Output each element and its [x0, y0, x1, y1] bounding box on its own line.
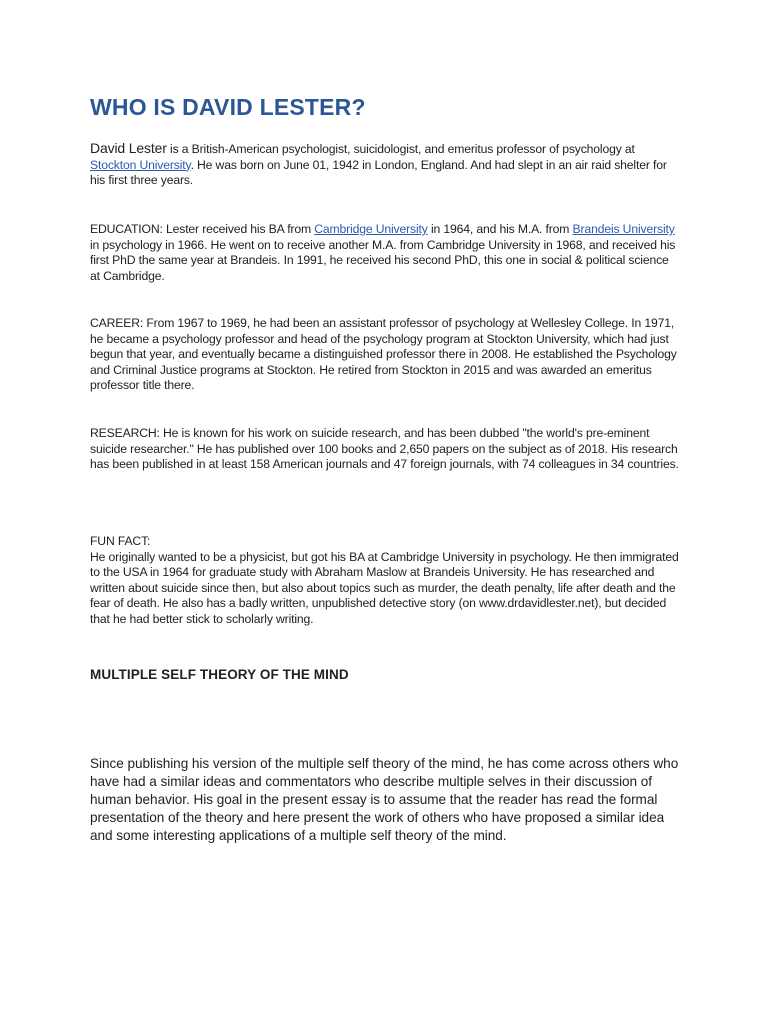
fun-fact-text: He originally wanted to be a physicist, but got his BA at Cambridge University in psychology. He then immigrated to the USA in 1964 for graduate study with Abraham Maslow at Brandeis University. He has researched and written about suicide since then, but also about topics such as murder, the death penalty, life after death and the fear of death. He also has a badly written, unpublished detective story (on www.drdavidlester.net), but decided that he had better stick to scholarly writing.: [90, 549, 679, 626]
fun-fact-label: FUN FACT:: [90, 534, 151, 548]
essay-paragraph: Since publishing his version of the multiple self theory of the mind, he has come across others who have had a similar ideas and commentators who describe multiple selves in their discussion of human behavior. His goal in the present essay is to assume that the reader has read the formal presentation of the theory and here present the work of others who have proposed a similar idea and some interesting applications of a multiple self theory of the mind.: [90, 756, 679, 844]
career-paragraph: CAREER: From 1967 to 1969, he had been an assistant professor of psychology at Wellesley College. In 1971, he became a psychology professor and head of the psychology program at Stockton University, which had just begun that year, and eventually became a distinguished professor there in 2008. He established the Psychology and Criminal Justice programs at Stockton. He retired from Stockton in 2015 and was awarded an emeritus professor title there.: [90, 316, 677, 392]
education-text-1: EDUCATION: Lester received his BA from: [90, 222, 315, 236]
page-title: WHO IS DAVID LESTER?: [90, 94, 366, 120]
education-text-3: in psychology in 1966. He went on to receive another M.A. from Cambridge University in 1968, and received his first PhD the same year at Brandeis. In 1991, he received his second PhD, this one in social & political science at Cambridge.: [90, 237, 676, 283]
fun-fact-paragraph: [90, 534, 680, 627]
education-text-2: in 1964, and his M.A. from: [427, 222, 573, 236]
stockton-university-link[interactable]: Stockton University: [90, 157, 191, 172]
research-paragraph: RESEARCH: He is known for his work on suicide research, and has been dubbed "the world's pre-eminent suicide researcher." He has published over 100 books and 2,650 papers on the subject as of 2018. His research has been published in at least 158 American journals and 47 foreign journals, with 74 colleagues in 34 countries.: [90, 426, 679, 471]
intro-paragraph: [90, 141, 680, 189]
intro-text-2: . He was born on June 01, 1942 in London, England. And had slept in an air raid shelter for his first three years.: [90, 157, 667, 187]
subject-name: David Lester: [90, 140, 167, 156]
intro-text-1: is a British-American psychologist, suicidologist, and emeritus professor of psychology at: [166, 142, 635, 156]
section-heading: MULTIPLE SELF THEORY OF THE MIND: [90, 667, 349, 682]
education-paragraph: [90, 222, 680, 284]
brandeis-university-link[interactable]: Brandeis University: [572, 222, 675, 236]
cambridge-university-link[interactable]: Cambridge University: [314, 222, 428, 236]
